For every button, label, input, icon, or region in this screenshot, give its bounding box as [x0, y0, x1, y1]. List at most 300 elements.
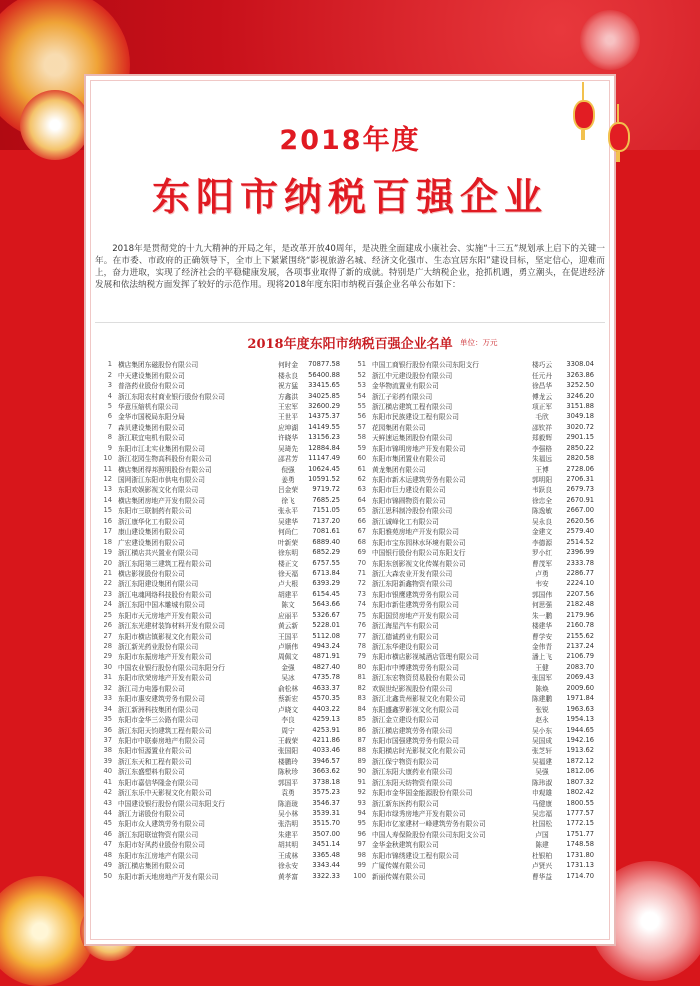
legal-person: 叶新荣 — [277, 538, 299, 547]
list-item — [98, 641, 346, 651]
company-name: 横店集团房地产开发有限公司 — [118, 496, 205, 505]
company-name: 东阳市锦绣建设工程有限公司 — [372, 851, 459, 860]
legal-person: 方鑫洪 — [277, 392, 299, 401]
list-item — [98, 495, 346, 505]
company-name: 浙江横店建筑劳务有限公司 — [372, 726, 453, 735]
legal-person: 卢顺伟 — [277, 643, 299, 652]
company-name: 浙江东华建设有限公司 — [372, 643, 439, 652]
company-name: 浙江东宏物资贸易股份有限公司 — [372, 674, 466, 683]
company-name: 黄龙集团有限公司 — [372, 465, 426, 474]
rank-cell: 49 — [103, 861, 112, 870]
company-name: 东阳市横店镇影视文化有限公司 — [118, 632, 212, 641]
legal-person: 韦跃良 — [531, 486, 553, 495]
list-item — [98, 578, 346, 588]
legal-person: 陈建 — [535, 841, 549, 850]
list-item — [352, 610, 600, 620]
legal-person: 黄云新 — [277, 622, 299, 631]
tax-amount: 11147.49 — [308, 454, 340, 463]
legal-person: 朱福远 — [531, 455, 553, 464]
rank-cell: 79 — [357, 652, 366, 661]
tax-amount: 1777.57 — [566, 809, 594, 818]
company-name: 东阳东创影视文化传媒有限公司 — [372, 559, 466, 568]
tax-amount: 3343.44 — [312, 861, 340, 870]
rank-cell: 34 — [103, 704, 112, 713]
rank-cell: 82 — [357, 683, 366, 692]
tax-amount: 3507.00 — [312, 829, 340, 838]
list-item — [352, 484, 600, 494]
list-item — [98, 693, 346, 703]
company-name: 金华金秋建筑有限公司 — [372, 841, 439, 850]
list-item — [352, 411, 600, 421]
company-name: 浙江东阳天纺物资有限公司 — [372, 778, 453, 787]
legal-person: 王载荣 — [277, 736, 299, 745]
company-name: 浙江东阳第三建筑工程有限公司 — [118, 559, 212, 568]
tax-amount: 1772.15 — [566, 819, 594, 828]
rank-cell: 68 — [357, 537, 366, 546]
list-item — [98, 526, 346, 536]
legal-person: 楼鹏玲 — [277, 757, 299, 766]
rank-cell: 3 — [107, 381, 112, 390]
tax-amount: 3049.18 — [566, 412, 594, 421]
tax-amount: 56400.88 — [308, 370, 340, 379]
list-item — [352, 797, 600, 807]
rank-cell: 84 — [357, 704, 366, 713]
rank-cell: 87 — [357, 735, 366, 744]
rank-cell: 7 — [107, 422, 112, 431]
rank-cell: 35 — [103, 715, 112, 724]
legal-person: 祝方猛 — [277, 382, 299, 391]
company-name: 金华物流置业有限公司 — [372, 382, 439, 391]
tax-amount: 3151.88 — [566, 401, 594, 410]
company-name: 东阳市亿家建材一峰建筑劳务有限公司 — [372, 820, 486, 829]
tax-amount: 1714.70 — [566, 871, 594, 880]
list-item — [98, 870, 346, 880]
main-title: 东阳市纳税百强企业 — [151, 175, 548, 219]
legal-person: 李良 — [281, 716, 295, 725]
legal-person: 陈建鹏 — [531, 695, 553, 704]
rank-cell: 98 — [357, 850, 366, 859]
list-item — [98, 714, 346, 724]
rank-cell: 53 — [357, 381, 366, 390]
list-title: 2018年度东阳市纳税百强企业名单 — [247, 337, 453, 352]
company-name: 东阳市金华三公路有限公司 — [118, 716, 199, 725]
company-name: 广宏建设集团有限公司 — [118, 538, 185, 547]
list-item — [352, 850, 600, 860]
legal-person: 任元丹 — [531, 371, 553, 380]
tax-amount: 1963.63 — [566, 704, 594, 713]
legal-person: 陈焕 — [535, 684, 549, 693]
tax-amount: 4735.78 — [312, 673, 340, 682]
tax-amount: 2901.15 — [566, 433, 594, 442]
legal-person: 张永平 — [277, 507, 299, 516]
company-name: 东阳市中博建筑劳务有限公司 — [372, 663, 459, 672]
rank-cell: 72 — [357, 579, 366, 588]
rank-cell: 4 — [107, 391, 112, 400]
list-item — [352, 443, 600, 453]
list-item — [352, 756, 600, 766]
company-name: 浙江司力电器有限公司 — [118, 684, 185, 693]
company-name: 东阳市宝东园林水环境有限公司 — [372, 538, 466, 547]
list-item — [352, 777, 600, 787]
company-name: 东阳市集团置业有限公司 — [372, 455, 446, 464]
company-name: 浙江东阳天钧建筑工程有限公司 — [118, 726, 212, 735]
list-item — [352, 787, 600, 797]
legal-person: 曹学安 — [531, 632, 553, 641]
rank-cell: 50 — [103, 871, 112, 880]
rank-cell: 73 — [357, 589, 366, 598]
rank-cell: 8 — [107, 433, 112, 442]
rank-cell: 22 — [103, 579, 112, 588]
company-name: 东阳国贸房地产开发有限公司 — [372, 611, 459, 620]
list-item — [98, 610, 346, 620]
rank-cell: 5 — [107, 401, 112, 410]
list-item — [98, 505, 346, 515]
list-item — [352, 808, 600, 818]
rank-cell: 91 — [357, 777, 366, 786]
company-name: 东阳市中联泰房地产有限公司 — [118, 736, 205, 745]
tax-amount: 3738.18 — [312, 777, 340, 786]
company-name: 东阳横店时光影视文化有限公司 — [372, 747, 466, 756]
legal-person: 楼正文 — [277, 559, 299, 568]
legal-person: 吴永良 — [531, 517, 553, 526]
tax-amount: 4871.91 — [312, 652, 340, 661]
company-name: 浙江东阳大康药业有限公司 — [372, 768, 453, 777]
rank-cell: 71 — [357, 568, 366, 577]
tax-amount: 3515.70 — [312, 819, 340, 828]
list-item — [98, 411, 346, 421]
legal-person: 金强 — [281, 663, 295, 672]
tax-amount: 70877.58 — [308, 360, 340, 369]
company-name: 东阳市巨力建设有限公司 — [372, 486, 446, 495]
company-name: 浙江东阳建设集团有限公司 — [118, 580, 199, 589]
list-item — [352, 818, 600, 828]
legal-person: 黄孝富 — [277, 872, 299, 881]
list-item — [352, 683, 600, 693]
company-name: 横店集团东磁股份有限公司 — [118, 361, 199, 370]
list-item — [352, 620, 600, 630]
rank-cell: 65 — [357, 506, 366, 515]
company-name: 东阳市新木运建筑劳务有限公司 — [372, 476, 466, 485]
company-name: 中国农业银行股份有限公司东阳分行 — [118, 663, 225, 672]
legal-person: 许晓华 — [277, 434, 299, 443]
rank-cell: 16 — [103, 516, 112, 525]
tax-amount: 2207.56 — [566, 589, 594, 598]
tax-amount: 1748.58 — [566, 840, 594, 849]
company-name: 东阳市江北实业集团有限公司 — [118, 444, 205, 453]
ranking-list-left — [98, 359, 346, 881]
tax-amount: 1944.65 — [566, 725, 594, 734]
legal-person: 吕金荣 — [277, 486, 299, 495]
tax-amount: 12884.84 — [308, 443, 340, 452]
tax-amount: 2083.70 — [566, 662, 594, 671]
tax-amount: 2396.99 — [566, 548, 594, 557]
list-item — [98, 829, 346, 839]
tax-amount: 1731.80 — [566, 850, 594, 859]
tax-amount: 2155.62 — [566, 631, 594, 640]
rank-cell: 42 — [103, 788, 112, 797]
legal-person: 邵君芳 — [277, 455, 299, 464]
legal-person: 徐昌华 — [531, 382, 553, 391]
tax-amount: 3575.23 — [312, 788, 340, 797]
tax-amount: 6154.45 — [312, 589, 340, 598]
list-item — [98, 662, 346, 672]
company-name: 浙江子彩药有限公司 — [372, 392, 433, 401]
list-item — [98, 359, 346, 369]
list-item — [98, 651, 346, 661]
rank-cell: 31 — [103, 673, 112, 682]
legal-person: 卢贤兴 — [531, 862, 553, 871]
rank-cell: 21 — [103, 568, 112, 577]
tax-amount: 1971.84 — [566, 694, 594, 703]
company-name: 东阳市天元房地产开发有限公司 — [118, 611, 212, 620]
tax-amount: 10591.52 — [308, 475, 340, 484]
tax-amount: 2137.24 — [566, 642, 594, 651]
tax-amount: 4403.22 — [312, 704, 340, 713]
tax-amount: 1942.16 — [566, 735, 594, 744]
list-item — [98, 443, 346, 453]
tax-amount: 3451.14 — [312, 840, 340, 849]
legal-person: 马健康 — [531, 799, 553, 808]
rank-cell: 94 — [357, 809, 366, 818]
list-item — [352, 693, 600, 703]
tax-amount: 34025.85 — [308, 391, 340, 400]
list-item — [98, 735, 346, 745]
legal-person: 郑毅辉 — [531, 434, 553, 443]
legal-person: 蔡新宏 — [277, 695, 299, 704]
rank-cell: 57 — [357, 422, 366, 431]
tax-amount: 7137.20 — [312, 516, 340, 525]
legal-person: 何时金 — [277, 361, 299, 370]
company-name: 浙江金立建设有限公司 — [372, 716, 439, 725]
tax-amount: 3246.20 — [566, 391, 594, 400]
tax-amount: 4259.13 — [312, 715, 340, 724]
legal-person: 应丽平 — [277, 611, 299, 620]
company-name: 浙江诚峰化工有限公司 — [372, 517, 439, 526]
list-item — [98, 839, 346, 849]
tax-amount: 3020.72 — [566, 422, 594, 431]
list-item — [98, 474, 346, 484]
unit-label: 单位：万元 — [460, 338, 498, 347]
tax-amount: 2179.96 — [566, 610, 594, 619]
legal-person: 卢勇 — [535, 569, 549, 578]
legal-person: 徐天福 — [277, 569, 299, 578]
tax-amount: 2728.06 — [566, 464, 594, 473]
list-item — [98, 453, 346, 463]
company-name: 东阳市欣荣房地产开发有限公司 — [118, 674, 212, 683]
rank-cell: 90 — [357, 767, 366, 776]
list-item — [352, 662, 600, 672]
company-name: 东阳市金华国金能源股份有限公司 — [372, 789, 473, 798]
list-item — [352, 599, 600, 609]
legal-person: 杜国松 — [531, 820, 553, 829]
legal-person: 王健 — [535, 663, 549, 672]
company-name: 金华市国税局东阳分局 — [118, 413, 185, 422]
list-item — [352, 453, 600, 463]
company-name: 浙江电魂网络科技股份有限公司 — [118, 590, 212, 599]
tax-amount: 4033.46 — [312, 746, 340, 755]
legal-person: 张芝轩 — [531, 747, 553, 756]
company-name: 欢娱世纪影视股份有限公司 — [372, 684, 453, 693]
legal-person: 陈逸敏 — [531, 507, 553, 516]
list-item — [98, 589, 346, 599]
list-item — [352, 630, 600, 640]
rank-cell: 43 — [103, 798, 112, 807]
company-name: 浙江康华化工有限公司 — [118, 517, 185, 526]
legal-person: 周宁 — [281, 726, 295, 735]
legal-person: 徐永安 — [277, 862, 299, 871]
tax-amount: 1872.12 — [566, 756, 594, 765]
legal-person: 项正军 — [531, 402, 553, 411]
tax-amount: 3263.86 — [566, 370, 594, 379]
legal-person: 徐东明 — [277, 549, 299, 558]
rank-cell: 36 — [103, 725, 112, 734]
company-name: 浙江东光建材装饰材料开发有限公司 — [118, 622, 225, 631]
list-item — [98, 369, 346, 379]
list-item — [352, 463, 600, 473]
legal-person: 何思强 — [531, 601, 553, 610]
rank-cell: 19 — [103, 548, 112, 557]
rank-cell: 67 — [357, 527, 366, 536]
tax-amount: 2514.52 — [566, 537, 594, 546]
tax-amount: 32600.29 — [308, 401, 340, 410]
rank-cell: 63 — [357, 485, 366, 494]
year-title: 2018年度 — [279, 125, 421, 156]
list-item — [352, 703, 600, 713]
legal-person: 王成林 — [277, 851, 299, 860]
legal-person: 郭国平 — [277, 778, 299, 787]
pink-flower-decoration — [580, 10, 640, 70]
list-item — [352, 589, 600, 599]
tax-amount: 1812.06 — [566, 767, 594, 776]
tax-amount: 2620.56 — [566, 516, 594, 525]
list-item — [98, 536, 346, 546]
legal-person: 王世平 — [277, 413, 299, 422]
company-name: 浙江东乐中天影视文化有限公司 — [118, 789, 212, 798]
company-name: 浙江东阳中国木雕城有限公司 — [118, 601, 205, 610]
company-name: 浙江海星汽车有限公司 — [372, 622, 439, 631]
list-item — [98, 463, 346, 473]
company-name: 东阳市三联制药有限公司 — [118, 507, 192, 516]
legal-person: 楼建华 — [531, 622, 553, 631]
company-name: 浙江花园生物高科股份有限公司 — [118, 455, 212, 464]
company-name: 东阳市国强建筑劳务有限公司 — [372, 736, 459, 745]
company-name: 浙江联宜电机有限公司 — [118, 434, 185, 443]
company-name: 天鲜速运集团股份有限公司 — [372, 434, 453, 443]
legal-person: 徐飞 — [281, 496, 295, 505]
list-item — [352, 390, 600, 400]
company-name: 浙江东阳联谊物资有限公司 — [118, 830, 199, 839]
list-item — [98, 380, 346, 390]
company-name: 普洛药业股份有限公司 — [118, 382, 185, 391]
intro-paragraph: 2018年是贯彻党的十九大精神的开局之年，是改革开放40周年，是决胜全面建成小康社会、实施“十三五”规划承上启下的关键一年。在市委、市政府的正确领导下，全市上下紧紧围绕“影视旅游名城、经济文化强市、生态宜居东阳”建设目标，坚定信心，迎难而上，奋力进取，实现了经济社会的平稳健康发展，各项事业取得了新的成就。特别是广大纳税企业，抢抓机遇，勇立潮头，在促进经济发展和依法纳税方面发挥了较好的示范作用。现将2018年度东阳市纳税百强企业名单公布如下： — [95, 244, 605, 290]
tax-amount: 4211.86 — [312, 735, 340, 744]
list-item — [98, 724, 346, 734]
tax-amount: 6757.55 — [312, 558, 340, 567]
legal-person: 李德源 — [531, 538, 553, 547]
legal-person: 曹华益 — [531, 872, 553, 881]
rank-cell: 38 — [103, 746, 112, 755]
list-item — [352, 495, 600, 505]
legal-person: 邵钦祥 — [531, 423, 553, 432]
company-name: 浙江横店共兴置业有限公司 — [118, 549, 199, 558]
list-item — [98, 745, 346, 755]
legal-person: 吴建华 — [277, 517, 299, 526]
rank-cell: 78 — [357, 642, 366, 651]
list-item — [352, 505, 600, 515]
list-item — [98, 787, 346, 797]
tax-amount: 2286.77 — [566, 568, 594, 577]
tax-amount: 1751.77 — [566, 829, 594, 838]
tax-amount: 9719.72 — [312, 485, 340, 494]
company-name: 浙江东阳农村商业银行股份有限公司 — [118, 392, 225, 401]
list-item — [352, 766, 600, 776]
rank-cell: 74 — [357, 600, 366, 609]
rank-cell: 6 — [107, 412, 112, 421]
list-item — [352, 839, 600, 849]
list-item — [98, 808, 346, 818]
rank-cell: 89 — [357, 756, 366, 765]
tax-amount: 14375.37 — [308, 412, 340, 421]
rank-cell: 40 — [103, 767, 112, 776]
company-name: 浙江力诺股份有限公司 — [118, 810, 185, 819]
legal-person: 罗小红 — [531, 549, 553, 558]
rank-cell: 92 — [357, 788, 366, 797]
legal-person: 王国平 — [277, 632, 299, 641]
legal-person: 王宏军 — [277, 402, 299, 411]
rank-cell: 26 — [103, 621, 112, 630]
company-name: 浙江新洲科技集团有限公司 — [118, 705, 199, 714]
list-item — [352, 735, 600, 745]
list-item — [98, 432, 346, 442]
tax-amount: 7685.25 — [312, 495, 340, 504]
tax-amount: 3365.48 — [312, 850, 340, 859]
company-name: 东阳欢娱影视文化有限公司 — [118, 486, 199, 495]
tax-amount: 5326.67 — [312, 610, 340, 619]
list-item — [98, 422, 346, 432]
tax-amount: 2706.31 — [566, 475, 594, 484]
list-item — [352, 547, 600, 557]
legal-person: 陈逍珑 — [277, 799, 299, 808]
tax-amount: 2069.43 — [566, 673, 594, 682]
tax-amount: 10624.45 — [308, 464, 340, 473]
legal-person: 应坤湖 — [277, 423, 299, 432]
ranking-list-right — [352, 359, 600, 881]
tax-amount: 4633.37 — [312, 683, 340, 692]
list-item — [352, 380, 600, 390]
tax-amount: 2850.22 — [566, 443, 594, 452]
legal-person: 申观雄 — [531, 789, 553, 798]
list-item — [98, 777, 346, 787]
list-item — [98, 568, 346, 578]
tax-amount: 2182.48 — [566, 600, 594, 609]
rank-cell: 86 — [357, 725, 366, 734]
rank-cell: 10 — [103, 454, 112, 463]
legal-person: 吴强 — [535, 768, 549, 777]
tax-amount: 2224.10 — [566, 579, 594, 588]
list-item — [352, 474, 600, 484]
rank-cell: 76 — [357, 621, 366, 630]
rank-cell: 75 — [357, 610, 366, 619]
divider — [95, 322, 605, 323]
tax-amount: 5112.08 — [312, 631, 340, 640]
list-item — [98, 516, 346, 526]
rank-cell: 88 — [357, 746, 366, 755]
list-item — [352, 401, 600, 411]
list-item — [98, 756, 346, 766]
company-name: 东阳市锦圆物资有限公司 — [372, 496, 446, 505]
list-item — [352, 359, 600, 369]
rank-cell: 45 — [103, 819, 112, 828]
